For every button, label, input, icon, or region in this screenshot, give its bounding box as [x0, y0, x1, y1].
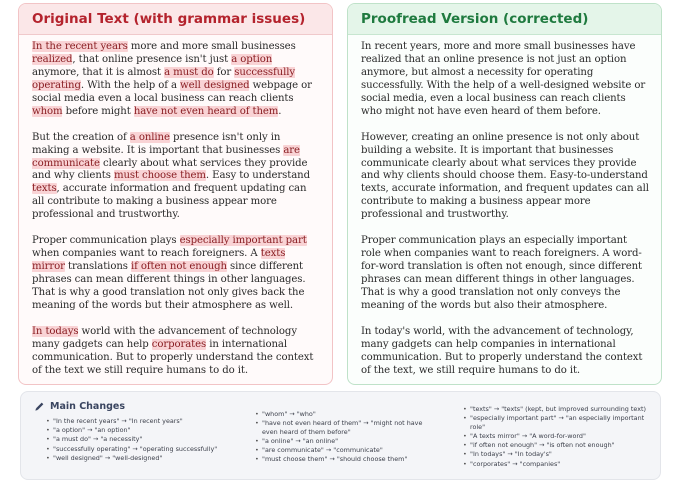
text-segment: But the creation of	[32, 131, 130, 143]
grammar-issue-highlight: have not even heard of them	[133, 105, 279, 117]
proofread-paragraph: Proper communication plays an especially important role when companies want to reach foreigners. A word-for-word translation is often not enough, since different phrases can mean different things in other languages. That is why a good translation not only conveys the meaning of the words but also their atmosphere.	[361, 235, 643, 311]
original-paragraph	[32, 326, 320, 378]
change-item: • "texts" → "texts" (kept, but improved surrounding text)	[461, 405, 657, 414]
original-panel-title: Original Text (with grammar issues)	[19, 4, 332, 35]
text-segment: . Easy to understand	[205, 170, 310, 182]
change-item: • "whom" → "who"	[253, 410, 433, 419]
grammar-issue-highlight: successfully operating	[32, 66, 295, 91]
change-item: • "must choose them" → "should choose them"	[253, 455, 433, 464]
proofread-panel-title: Proofread Version (corrected)	[348, 4, 661, 35]
main-changes-header	[34, 401, 125, 412]
change-item: • "well designed" → "well-designed"	[44, 454, 244, 463]
grammar-issue-highlight: are communicate	[32, 144, 300, 169]
original-paragraph	[32, 41, 320, 119]
original-text-panel	[18, 3, 333, 385]
main-changes-box	[20, 391, 661, 480]
grammar-issue-highlight: well designed	[180, 79, 250, 91]
text-segment: presence isn't only in making a website. It is important that businesses	[32, 131, 284, 156]
text-segment: when companies want to reach foreigners. A	[32, 248, 261, 260]
text-segment: world with the advancement of technology many gadgets can help	[32, 325, 297, 350]
text-segment: , accurate information and frequent updating can all contribute to making a business appear more professional and trustworthy.	[32, 183, 307, 221]
proofread-paragraph: In recent years, more and more small businesses have realized that an online presence is not just an option anymore, but almost a necessity for operating successfully. With the help of a well-designed website or social media, even a local business can reach clients who might not have even heard of them before.	[361, 41, 646, 117]
changes-column	[253, 410, 433, 465]
grammar-issue-highlight: if often not enough	[130, 261, 227, 273]
grammar-issue-highlight: texts	[32, 183, 57, 195]
main-changes-title: Main Changes	[50, 401, 125, 412]
text-segment: translations	[64, 261, 131, 273]
text-segment: .	[278, 105, 282, 117]
original-paragraph	[32, 235, 320, 313]
change-item: • "have not even heard of them" → "might not have even heard of them before"	[253, 419, 433, 436]
change-item: • "successfully operating" → "operating successfully"	[44, 445, 244, 454]
original-paragraph	[32, 132, 320, 223]
grammar-issue-highlight: realized	[32, 53, 73, 65]
grammar-issue-highlight: corporates	[151, 338, 207, 350]
change-item: • "are communicate" → "communicate"	[253, 446, 433, 455]
grammar-issue-highlight: especially important part	[179, 235, 307, 247]
proofread-paragraph: However, creating an online presence is not only about building a website. It is important that businesses communicate clearly about what services they provide and why clients should choose them. Easy-to-understand texts, accurate information, and frequent updates can all contribute to making a business appear more professional and trustworthy.	[361, 131, 649, 221]
grammar-issue-highlight: a online	[129, 131, 170, 143]
change-item: • "a option" → "an option"	[44, 426, 244, 435]
proofread-text-panel	[347, 3, 662, 385]
change-item: • "a online" → "an online"	[253, 437, 433, 446]
change-item: • "A texts mirror" → "A word-for-word"	[461, 432, 657, 441]
text-segment: . With the help of a	[80, 79, 181, 91]
text-segment: more and more small businesses	[127, 41, 296, 52]
grammar-issue-highlight: must choose them	[113, 170, 206, 182]
change-item: • "In todays" → "In today's"	[461, 450, 657, 459]
pencil-icon	[34, 401, 45, 412]
change-item: • "especially important part" → "an especially important role"	[461, 414, 657, 431]
grammar-issue-highlight: a must do	[164, 66, 214, 78]
text-segment: in international communication. But to properly understand the context of the text we still require humans to do it.	[32, 338, 314, 376]
text-segment: before might	[62, 105, 134, 117]
grammar-issue-highlight: In todays	[32, 325, 79, 337]
change-item: • "In the recent years" → "In recent years"	[44, 417, 244, 426]
change-item: • "corporates" → "companies"	[461, 460, 657, 469]
grammar-issue-highlight: a option	[231, 53, 273, 65]
changes-column	[44, 417, 244, 463]
text-segment: Proper communication plays	[32, 235, 180, 247]
grammar-issue-highlight: In the recent years	[32, 41, 128, 52]
text-segment: clearly about what services they provide and why clients	[32, 157, 308, 182]
text-segment: for	[213, 66, 235, 78]
proofread-paragraph: In today's world, with the advancement of technology, many gadgets can help companies in international communication. But to properly understand the context of the text, we still require humans to do it.	[361, 325, 643, 376]
text-segment: anymore, that it is almost	[32, 66, 165, 78]
changes-column	[461, 405, 657, 469]
grammar-issue-highlight: whom	[32, 105, 63, 117]
proofread-text-body	[348, 35, 661, 378]
change-item: • "if often not enough" → "is often not enough"	[461, 441, 657, 450]
change-item: • "a must do" → "a necessity"	[44, 435, 244, 444]
grammar-issue-highlight: texts mirror	[32, 248, 286, 273]
original-text-body	[19, 35, 332, 378]
text-segment: since different phrases can mean different things in other languages. That is why a good translation not only gives back the meaning of the words but their atmosphere as well.	[32, 261, 306, 311]
text-segment: webpage or social media even a local business can reach clients	[32, 79, 312, 104]
text-segment: , that online presence isn't just	[72, 53, 232, 65]
